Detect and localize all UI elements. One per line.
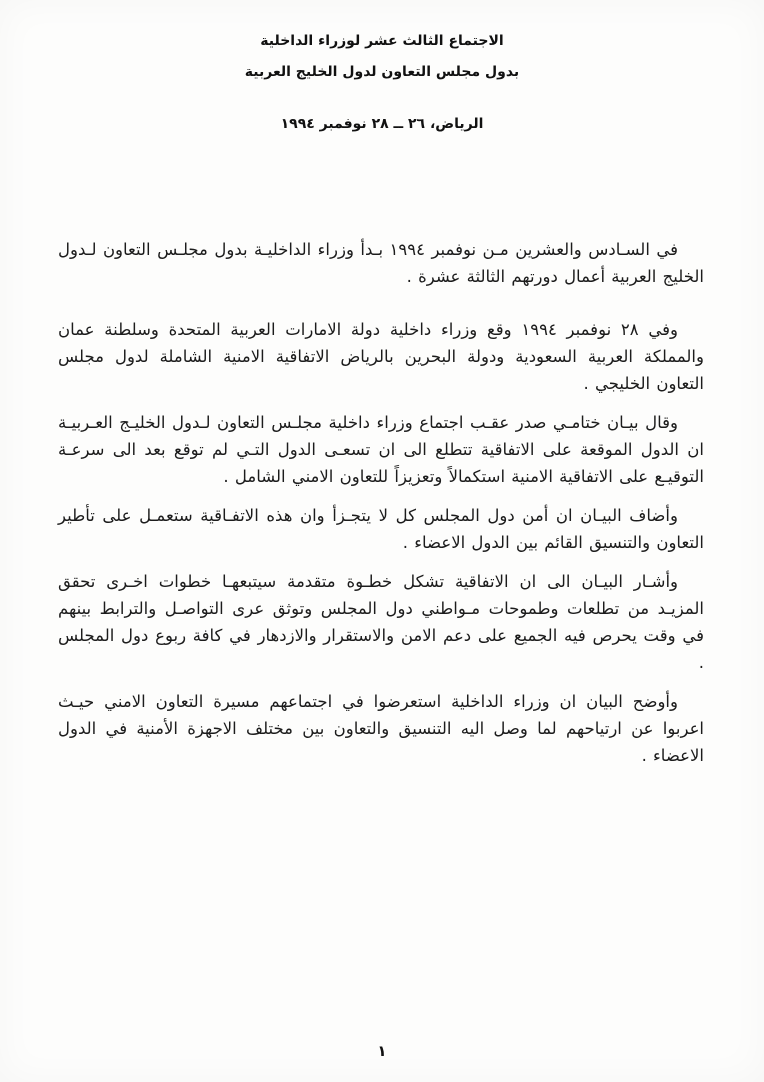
paragraph-1: في السـادس والعشرين مـن نوفمبر ١٩٩٤ بـدأ وزراء الداخليـة بدول مجلـس التعاون لـدول الخليج العربية أعمال دورتهم الثالثة عشرة . [58,240,704,286]
document-body [58,236,704,769]
paragraph-2: وفي ٢٨ نوفمبر ١٩٩٤ وقع وزراء داخلية دولة الامارات العربية المتحدة وسلطنة عمان والمملكة العربية السعودية ودولة البحرين بالرياض الاتفاقية الامنية الشاملة لدول مجلس التعاون الخليجي . [58,320,704,393]
page-number: ١ [377,1042,387,1060]
paragraph-4: وأضاف البيـان ان أمن دول المجلس كل لا يتجـزأ وان هذه الاتفـاقية ستعمـل على تأطير التعاون والتنسيق القائم بين الدول الاعضاء . [58,506,704,552]
document-header [0,0,764,132]
document-date-line: الرياض، ٢٦ ــ ٢٨ نوفمبر ١٩٩٤ [280,116,484,132]
document-title-line-1: الاجتماع الثالث عشر لوزراء الداخلية [260,33,504,49]
paragraph-6: وأوضح البيان ان وزراء الداخلية استعرضوا في اجتماعهم مسيرة التعاون الامني حيـث اعربوا عن ارتياحهم لما وصل اليه التنسيق والتعاون بين مختلف الاجهزة الأمنية في الدول الاعضاء . [58,692,704,765]
paragraph-3: وقال بيـان ختامـي صدر عقـب اجتماع وزراء داخلية مجلـس التعاون لـدول الخليـج العـربيـة ان الدول الموقعة على الاتفاقية تتطلع الى ان تسعـى الدول التـي لم توقع بعد الى سرعـة التوقيـع على الاتفاقية الامنية استكمالاً وتعزيزاً للتعاون الامني الشامل . [58,413,704,486]
paragraph-5: وأشـار البيـان الى ان الاتفاقية تشكل خطـوة متقدمة سيتبعهـا خطوات اخـرى تحقق المزيـد من تطلعات وطموحات مـواطني دول المجلس وتوثق عرى التواصـل والترابط بينهم في وقت يحرص فيه الجميع على دعم الامن والاستقرار والازدهار في كافة ربوع دول المجلس . [58,572,704,672]
document-title-line-2: بدول مجلس التعاون لدول الخليج العربية [244,64,520,80]
